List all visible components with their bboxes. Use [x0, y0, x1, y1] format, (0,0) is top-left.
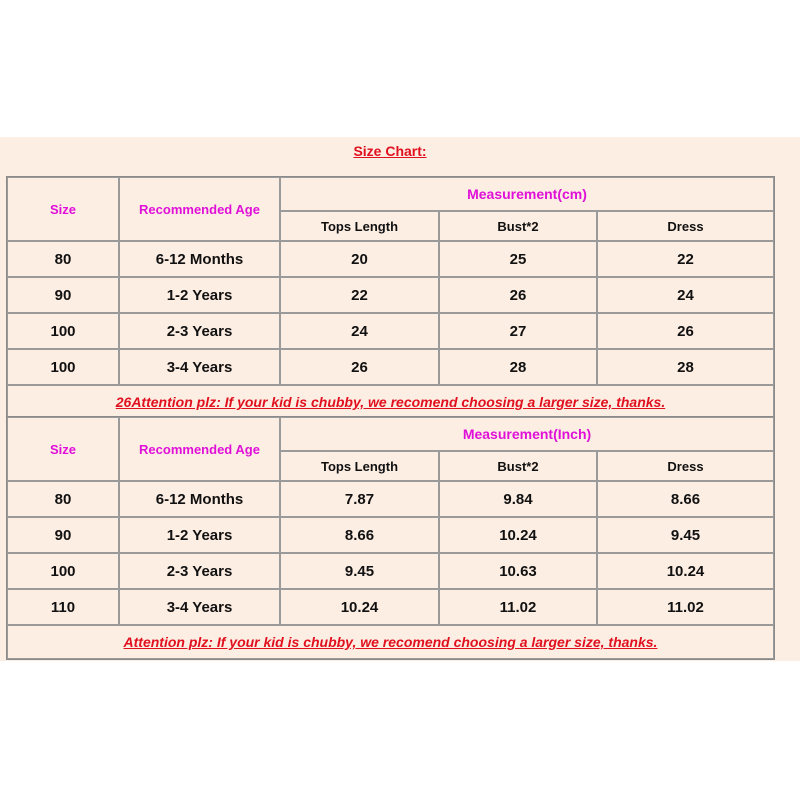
- header-bust: Bust*2: [439, 211, 597, 241]
- cell-dress: 9.45: [597, 517, 774, 553]
- cell-dress: 22: [597, 241, 774, 277]
- cell-dress: 8.66: [597, 481, 774, 517]
- cell-bust: 10.24: [439, 517, 597, 553]
- cell-age: 1-2 Years: [119, 277, 280, 313]
- table-row: [7, 349, 774, 385]
- cell-bust: 27: [439, 313, 597, 349]
- cell-size: 90: [7, 517, 119, 553]
- cell-bust: 10.63: [439, 553, 597, 589]
- cell-tops-length: 9.45: [280, 553, 439, 589]
- chubby-note: 26Attention plz: If your kid is chubby, we recomend choosing a larger size, thanks.: [7, 385, 774, 419]
- chubby-note: Attention plz: If your kid is chubby, we recomend choosing a larger size, thanks.: [7, 625, 774, 659]
- cell-size: 80: [7, 481, 119, 517]
- cell-tops-length: 10.24: [280, 589, 439, 625]
- header-recommended-age: Recommended Age: [119, 417, 280, 481]
- cell-age: 6-12 Months: [119, 481, 280, 517]
- chart-title: Size Chart:: [353, 143, 427, 159]
- header-dress: Dress: [597, 211, 774, 241]
- table-row: [7, 517, 774, 553]
- cell-bust: 9.84: [439, 481, 597, 517]
- cell-tops-length: 22: [280, 277, 439, 313]
- cell-tops-length: 24: [280, 313, 439, 349]
- table-row: [7, 277, 774, 313]
- header-size: Size: [7, 417, 119, 481]
- cell-dress: 10.24: [597, 553, 774, 589]
- header-measurement-group: Measurement(Inch): [280, 417, 774, 451]
- cell-age: 6-12 Months: [119, 241, 280, 277]
- table-row: [7, 553, 774, 589]
- cell-age: 3-4 Years: [119, 349, 280, 385]
- size-table-inch: [6, 416, 775, 660]
- cell-size: 110: [7, 589, 119, 625]
- cell-age: 2-3 Years: [119, 313, 280, 349]
- cell-age: 1-2 Years: [119, 517, 280, 553]
- header-size: Size: [7, 177, 119, 241]
- cell-dress: 11.02: [597, 589, 774, 625]
- cell-tops-length: 26: [280, 349, 439, 385]
- cell-bust: 11.02: [439, 589, 597, 625]
- size-table-cm: [6, 176, 775, 420]
- header-tops-length: Tops Length: [280, 211, 439, 241]
- cell-size: 90: [7, 277, 119, 313]
- cell-size: 100: [7, 313, 119, 349]
- cell-size: 80: [7, 241, 119, 277]
- cell-tops-length: 20: [280, 241, 439, 277]
- cell-dress: 28: [597, 349, 774, 385]
- cell-tops-length: 7.87: [280, 481, 439, 517]
- header-measurement-group: Measurement(cm): [280, 177, 774, 211]
- header-bust: Bust*2: [439, 451, 597, 481]
- cell-dress: 26: [597, 313, 774, 349]
- cell-bust: 28: [439, 349, 597, 385]
- cell-age: 3-4 Years: [119, 589, 280, 625]
- cell-size: 100: [7, 553, 119, 589]
- header-dress: Dress: [597, 451, 774, 481]
- table-row: [7, 313, 774, 349]
- table-row: [7, 241, 774, 277]
- cell-age: 2-3 Years: [119, 553, 280, 589]
- header-recommended-age: Recommended Age: [119, 177, 280, 241]
- cell-size: 100: [7, 349, 119, 385]
- table-row: [7, 589, 774, 625]
- table-row: [7, 481, 774, 517]
- header-tops-length: Tops Length: [280, 451, 439, 481]
- cell-tops-length: 8.66: [280, 517, 439, 553]
- cell-dress: 24: [597, 277, 774, 313]
- cell-bust: 25: [439, 241, 597, 277]
- cell-bust: 26: [439, 277, 597, 313]
